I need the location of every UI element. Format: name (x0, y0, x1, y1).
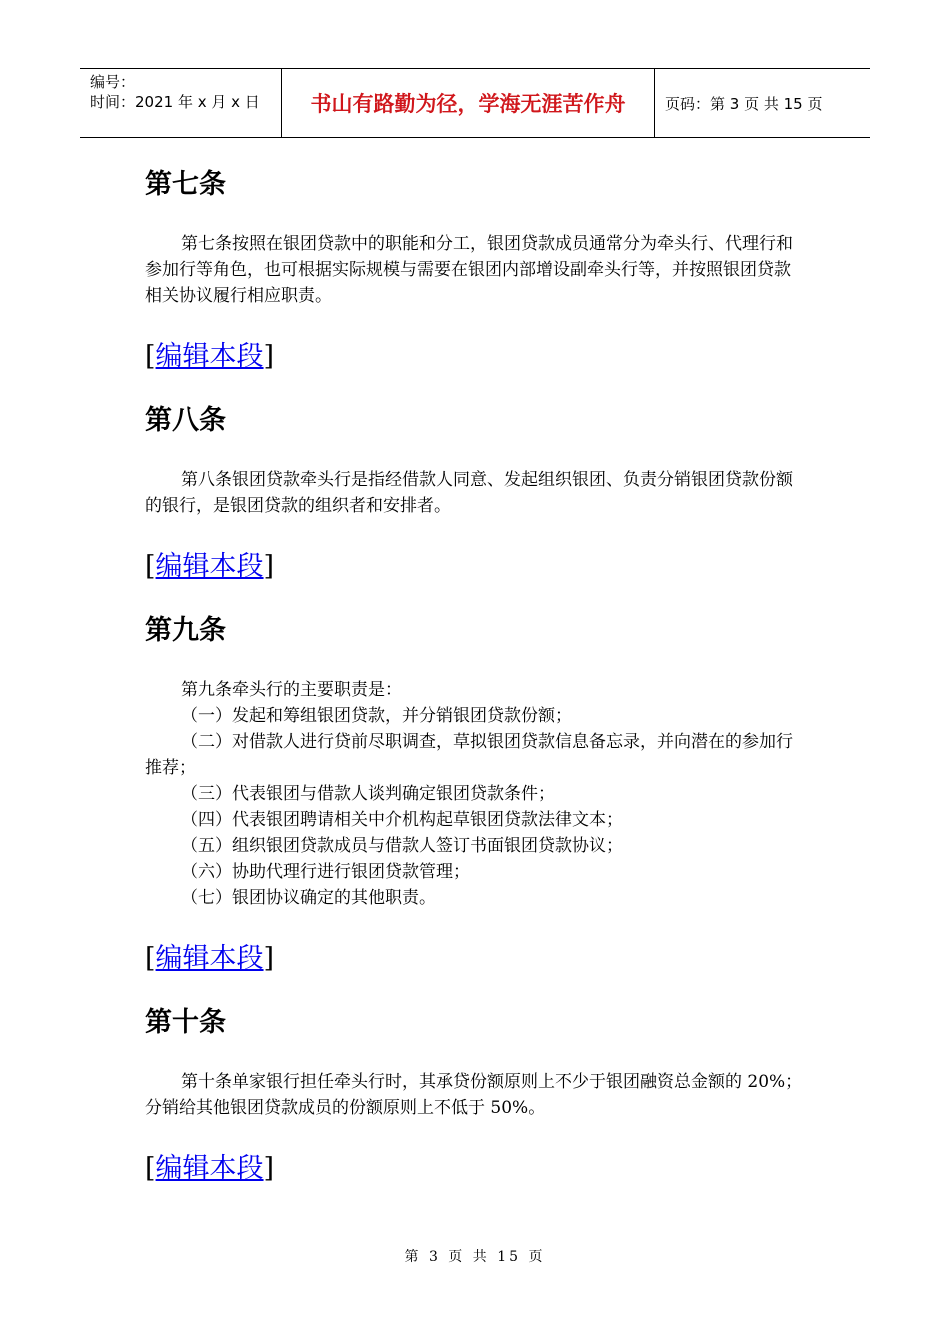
list-item: （一）发起和筹组银团贷款，并分销银团贷款份额； (181, 706, 572, 726)
article-title: 第七条 (145, 169, 226, 200)
edit-section (145, 939, 805, 979)
edit-bracket-open: [ (145, 551, 156, 582)
edit-bracket-close: ] (263, 943, 275, 974)
article-paragraph: 第七条按照在银团贷款中的职能和分工，银团贷款成员通常分为牵头行、代理行和参加行等角色，也可根据实际规模与需要在银团内部增设副牵头行等，并按照银团贷款相关协议履行相应职责。 (145, 234, 793, 306)
page-header (80, 68, 870, 138)
edit-section (145, 1149, 805, 1189)
article-paragraph: 第八条银团贷款牵头行是指经借款人同意、发起组织银团、负责分销银团贷款份额的银行，是银团贷款的组织者和安排者。 (145, 470, 793, 516)
article-title: 第八条 (145, 405, 226, 436)
edit-bracket-open: [ (145, 341, 156, 372)
edit-section (145, 337, 805, 377)
edit-bracket-close: ] (263, 341, 275, 372)
edit-section-link[interactable]: 编辑本段 (155, 551, 264, 582)
edit-bracket-open: [ (145, 943, 156, 974)
page-footer: 第 3 页 共 15 页 (404, 1249, 546, 1265)
article-list (145, 677, 805, 911)
edit-bracket-close: ] (263, 1153, 275, 1184)
header-motto: 书山有路勤为径，学海无涯苦作舟 (282, 69, 655, 137)
edit-section-link[interactable]: 编辑本段 (155, 341, 264, 372)
list-item: （七）银团协议确定的其他职责。 (181, 888, 436, 908)
header-meta (80, 69, 282, 137)
list-item: （三）代表银团与借款人谈判确定银团贷款条件； (181, 784, 555, 804)
edit-section-link[interactable]: 编辑本段 (155, 1153, 264, 1184)
document-number-label: 编号： (90, 73, 136, 91)
edit-section (145, 547, 805, 587)
article-paragraph: 第十条单家银行担任牵头行时，其承贷份额原则上不少于银团融资总金额的 20%；分销给其他银团贷款成员的份额原则上不低于 50%。 (145, 1072, 803, 1118)
list-item: （四）代表银团聘请相关中介机构起草银团贷款法律文本； (181, 810, 623, 830)
article-title: 第十条 (145, 1007, 226, 1038)
list-item: （六）协助代理行进行银团贷款管理； (181, 862, 470, 882)
document-date-label: 时间：2021 年 x 月 x 日 (90, 93, 260, 111)
article-paragraph: 第九条牵头行的主要职责是： (181, 680, 402, 700)
edit-bracket-close: ] (263, 551, 275, 582)
list-item: （二）对借款人进行贷前尽职调查，草拟银团贷款信息备忘录，并向潜在的参加行推荐； (145, 732, 793, 778)
edit-section-link[interactable]: 编辑本段 (155, 943, 264, 974)
header-page-info: 页码：第 3 页 共 15 页 (665, 94, 823, 113)
article-title: 第九条 (145, 615, 226, 646)
document-body (145, 165, 805, 1189)
list-item: （五）组织银团贷款成员与借款人签订书面银团贷款协议； (181, 836, 623, 856)
edit-bracket-open: [ (145, 1153, 156, 1184)
